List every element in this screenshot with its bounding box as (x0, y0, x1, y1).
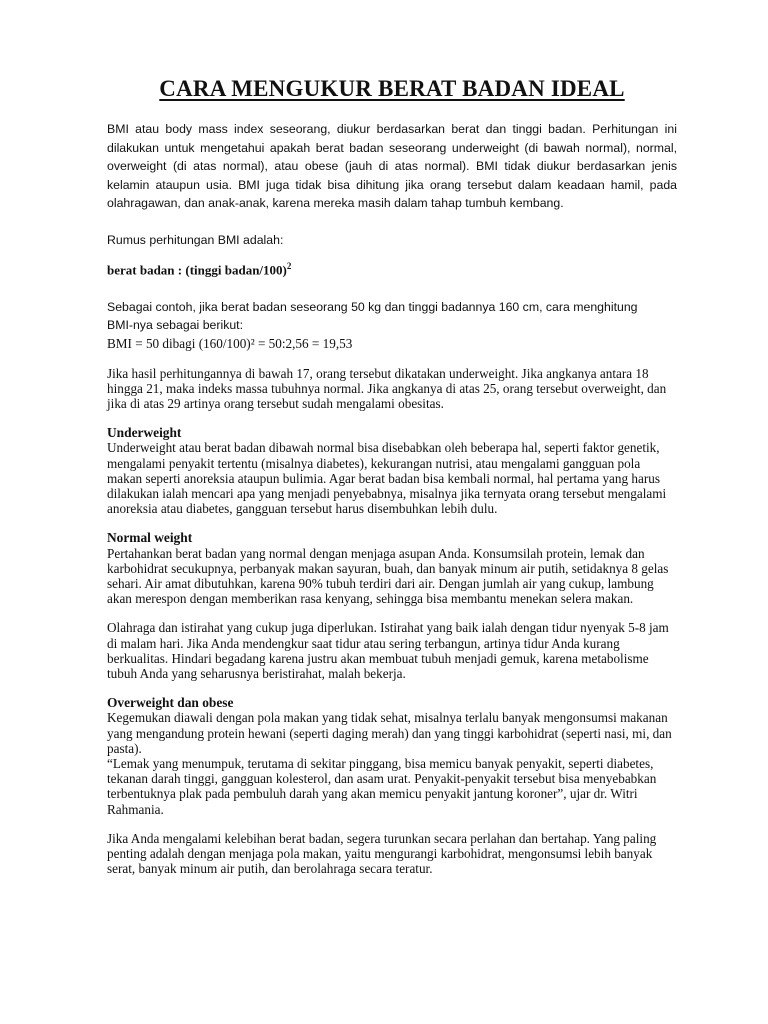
obese-heading: Overweight dan obese (107, 695, 234, 711)
formula-exponent: 2 (286, 260, 292, 271)
obese-section (107, 695, 677, 817)
example-line-2: BMI-nya sebagai berikut: (107, 318, 244, 333)
document-page (107, 76, 677, 876)
intro-paragraph: BMI atau body mass index seseorang, diukur berdasarkan berat dan tinggi badan. Perhitungan ini dilakukan untuk mengetahui apakah berat badan seseorang underweight (di bawah normal), normal, overweight (di atas normal), atau obese (jauh di atas normal). BMI tidak diukur berdasarkan jenis kelamin ataupun usia. BMI juga tidak bisa dihitung jika orang tersebut dalam keadaan hamil, pada olahragawan, dan anak-anak, karena mereka masih dalam tahap tumbuh kembang. (107, 122, 677, 211)
normal-text: Pertahankan berat badan yang normal dengan menjaga asupan Anda. Konsumsilah protein, lemak dan karbohidrat secukupnya, perbanyak makan sayuran, buah, dan banyak minum air putih, setidaknya 8 gelas sehari. Air amat dibutuhkan, karena 90% tubuh terdiri dari air. Dengan jumlah air yang cukup, lambung akan merespon dengan memberikan rasa kenyang, sehingga bisa membantu menekan selera makan. (107, 545, 669, 607)
obese-text: Kegemukan diawali dengan pola makan yang tidak sehat, misalnya terlalu banyak mengonsumsi makanan yang mengandung protein hewani (seperti daging merah) dan yang tinggi karbohidrat (seperti nasi, mi, dan pasta). (107, 710, 672, 756)
underweight-section (107, 425, 677, 516)
normal-heading: Normal weight (107, 530, 193, 546)
normal-section (107, 530, 677, 681)
page-title: CARA MENGUKUR BERAT BADAN IDEAL (159, 76, 625, 101)
example-line-3: BMI = 50 dibagi (160/100)² = 50:2,56 = 19,53 (107, 336, 353, 352)
underweight-text: Underweight atau berat badan dibawah normal bisa disebabkan oleh beberapa hal, seperti faktor genetik, mengalami penyakit tertentu (misalnya diabetes), kekurangan nutrisi, atau mengalami gangguan pola makan seperti anoreksia ataupun bulimia. Agar berat badan bisa kembali normal, hal pertama yang harus dilakukan ialah mencari apa yang menjadi penyebabnya, misalnya jika ternyata orang tersebut mengalami anoreksia atau diabetes, gangguan tersebut harus disembuhkan lebih dulu. (107, 440, 667, 517)
obese-quote: “Lemak yang menumpuk, terutama di sekitar pinggang, bisa memicu banyak penyakit, seperti diabetes, tekanan darah tinggi, gangguan kolesterol, dan asam urat. Penyakit-penyakit tersebut bisa menyebabkan terbentuknya plak pada pembuluh darah yang akan memicu penyakit jantung koroner”, ujar dr. Witri Rahmania. (107, 755, 657, 817)
formula-text: berat badan : (tinggi badan/100) (107, 262, 287, 278)
normal-text-2: Olahraga dan istirahat yang cukup juga diperlukan. Istirahat yang baik ialah dengan tidur nyenyak 5-8 jam di malam hari. Jika Anda mendengkur saat tidur atau sering terbangun, artinya tidur Anda kurang berkualitas. Hindari begadang karena justru akan membuat tubuh menjadi gemuk, karena metabolisme tubuh Anda yang seharusnya beristirahat, malah bekerja. (107, 620, 669, 681)
formula (107, 261, 677, 278)
example-block (107, 298, 677, 351)
closing-paragraph: Jika Anda mengalami kelebihan berat badan, segera turunkan secara perlahan dan bertahap. Yang paling penting adalah dengan menjaga pola makan, yaitu mengurangi karbohidrat, mengonsumsi lebih banyak serat, banyak minum air putih, dan berolahraga secara teratur. (107, 830, 657, 877)
example-line-1: Sebagai contoh, jika berat badan seseorang 50 kg dan tinggi badannya 160 cm, cara menghitung (107, 300, 638, 315)
underweight-heading: Underweight (107, 425, 182, 441)
formula-intro: Rumus perhitungan BMI adalah: (107, 232, 284, 247)
classification-paragraph: Jika hasil perhitungannya di bawah 17, orang tersebut dikatakan underweight. Jika angkanya antara 18 hingga 21, maka indeks massa tubuhnya normal. Jika angkanya di atas 25, orang tersebut overweight, dan jika di atas 29 artinya orang tersebut sudah mengalami obesitas. (107, 365, 667, 411)
